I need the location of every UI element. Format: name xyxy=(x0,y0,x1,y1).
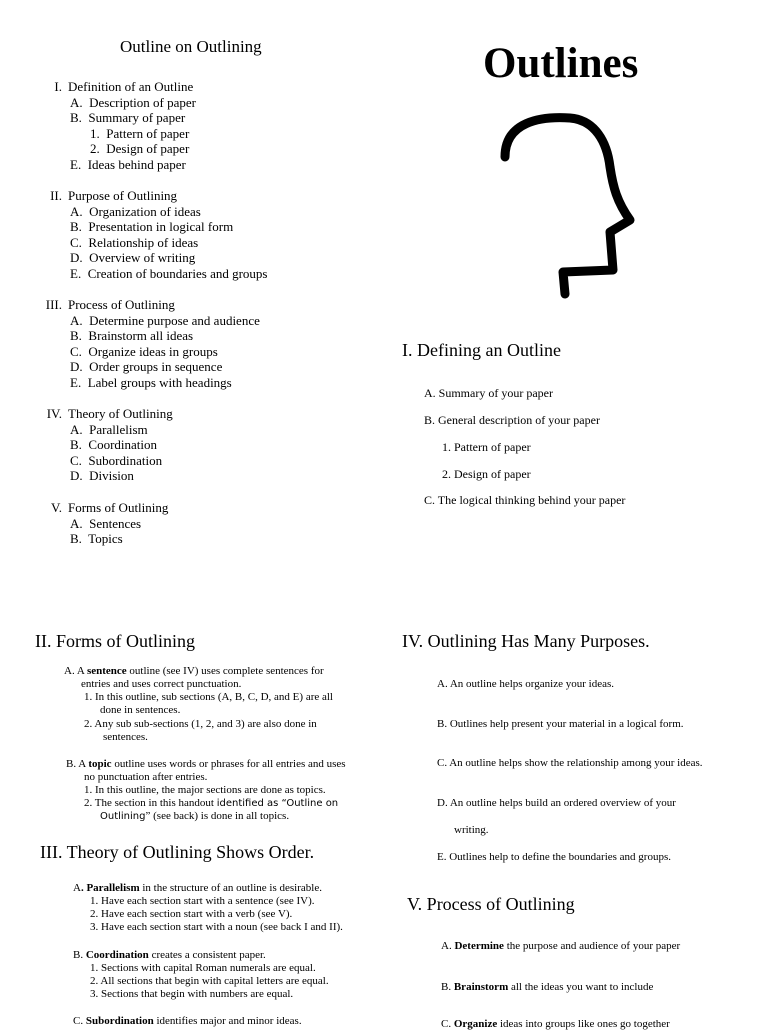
defining-heading: I. Defining an Outline xyxy=(402,340,561,360)
purposes-item-e: E. Outlines help to define the boundaries and groups. xyxy=(437,851,672,863)
forms-item-b1: 1. In this outline, the major sections are done as topics. xyxy=(84,784,326,796)
theory-heading: III. Theory of Outlining Shows Order. xyxy=(40,842,315,862)
purposes-item-a: A. An outline helps organize your ideas. xyxy=(437,678,614,690)
process-item-a: A. Determine the purpose and audience of your paper xyxy=(441,940,681,952)
outline-title: Outline on Outlining xyxy=(120,37,262,56)
outline-item: A. Determine purpose and audience xyxy=(70,312,260,328)
purposes-heading: IV. Outlining Has Many Purposes. xyxy=(402,631,650,651)
outline-section-label: Theory of Outlining xyxy=(68,406,173,421)
defining-item-b2: 2. Design of paper xyxy=(442,467,531,481)
outline-section-numeral: V. xyxy=(51,500,62,515)
purposes-item-d: D. An outline helps build an ordered overview of your xyxy=(437,797,676,809)
theory-item-b: B. Coordination creates a consistent paper. xyxy=(73,949,266,961)
outline-item: A. Description of paper xyxy=(70,94,196,110)
outline-item: C. Subordination xyxy=(70,452,163,468)
purposes-item-c: C. An outline helps show the relationship among your ideas. xyxy=(437,757,703,769)
theory-item-a2: 2. Have each section start with a verb (see V). xyxy=(90,908,293,920)
process-heading: V. Process of Outlining xyxy=(407,894,575,914)
outline-section-heading xyxy=(0,500,168,516)
forms-item-b2-cont: Outlining” (see back) is done in all topics. xyxy=(100,810,290,822)
forms-item-a1-cont: done in sentences. xyxy=(100,704,181,716)
process-item-b: B. Brainstorm all the ideas you want to include xyxy=(441,981,654,993)
defining-item-b: B. General description of your paper xyxy=(424,413,600,427)
outline-item: D. Overview of writing xyxy=(70,250,196,265)
outline-item: A. Parallelism xyxy=(70,421,148,437)
outline-item: C. Relationship of ideas xyxy=(70,234,199,250)
outline-item: A. Sentences xyxy=(70,515,142,531)
outline-section-label: Purpose of Outlining xyxy=(68,188,178,203)
purposes-item-b: B. Outlines help present your material in a logical form. xyxy=(437,718,684,730)
outline-item: C. Organize ideas in groups xyxy=(70,343,218,359)
defining-item-c: C. The logical thinking behind your paper xyxy=(424,493,626,507)
defining-item-a: A. Summary of your paper xyxy=(424,386,553,400)
outline-section-heading xyxy=(0,79,193,95)
outline-item: B. Summary of paper xyxy=(70,110,186,125)
theory-item-a1: 1. Have each section start with a sentence (see IV). xyxy=(90,895,315,907)
head-silhouette-icon xyxy=(495,112,645,302)
outline-item: E. Label groups with headings xyxy=(70,374,232,390)
outline-section-heading xyxy=(0,188,177,204)
theory-item-b3: 3. Sections that begin with numbers are equal. xyxy=(90,988,294,1000)
forms-item-a-cont: entries and uses correct punctuation. xyxy=(81,678,242,690)
outline-section-heading xyxy=(0,297,175,313)
outline-section-numeral: II. xyxy=(50,188,62,203)
process-item-c: C. Organize ideas into groups like ones go together xyxy=(441,1018,670,1030)
outline-section-label: Forms of Outlining xyxy=(68,500,169,515)
theory-item-a3: 3. Have each section start with a noun (see back I and II). xyxy=(90,921,343,933)
outline-item: A. Organization of ideas xyxy=(70,203,201,219)
outline-item: 2. Design of paper xyxy=(90,141,190,156)
outline-item: 1. Pattern of paper xyxy=(90,125,190,141)
theory-item-a: A. Parallelism in the structure of an outline is desirable. xyxy=(73,882,322,894)
outline-item: B. Coordination xyxy=(70,437,158,452)
theory-item-c: C. Subordination identifies major and minor ideas. xyxy=(73,1015,302,1027)
outline-item: B. Brainstorm all ideas xyxy=(70,328,194,343)
outline-item: D. Division xyxy=(70,468,134,483)
outline-item: E. Ideas behind paper xyxy=(70,156,186,172)
forms-item-b-cont: no punctuation after entries. xyxy=(84,771,208,783)
forms-item-a1: 1. In this outline, sub sections (A, B, C, D, and E) are all xyxy=(84,691,333,703)
outline-section-label: Definition of an Outline xyxy=(68,79,194,94)
outline-item: B. Presentation in logical form xyxy=(70,219,234,234)
big-title: Outlines xyxy=(483,40,639,87)
forms-item-b: B. A topic outline uses words or phrases for all entries and uses xyxy=(66,758,346,770)
theory-item-b2: 2. All sections that begin with capital letters are equal. xyxy=(90,975,329,987)
theory-item-b1: 1. Sections with capital Roman numerals are equal. xyxy=(90,962,316,974)
forms-item-a: A. A sentence outline (see IV) uses complete sentences for xyxy=(64,665,324,677)
forms-heading: II. Forms of Outlining xyxy=(35,631,195,651)
outline-section-numeral: IV. xyxy=(46,406,62,421)
outline-item: B. Topics xyxy=(70,531,123,546)
outline-section-numeral: I. xyxy=(54,79,62,94)
defining-item-b1: 1. Pattern of paper xyxy=(442,440,531,454)
outline-section-label: Process of Outlining xyxy=(68,297,175,312)
outline-item: E. Creation of boundaries and groups xyxy=(70,265,268,281)
outline-section-numeral: III. xyxy=(45,297,62,312)
forms-item-a2: 2. Any sub sub-sections (1, 2, and 3) are also done in xyxy=(84,718,317,730)
outline-section-heading xyxy=(0,406,173,422)
forms-item-a2-cont: sentences. xyxy=(103,731,148,743)
outline-item: D. Order groups in sequence xyxy=(70,359,223,374)
forms-item-b2: 2. The section in this handout identified as “Outline on xyxy=(84,797,339,809)
purposes-item-d-cont: writing. xyxy=(454,824,489,836)
